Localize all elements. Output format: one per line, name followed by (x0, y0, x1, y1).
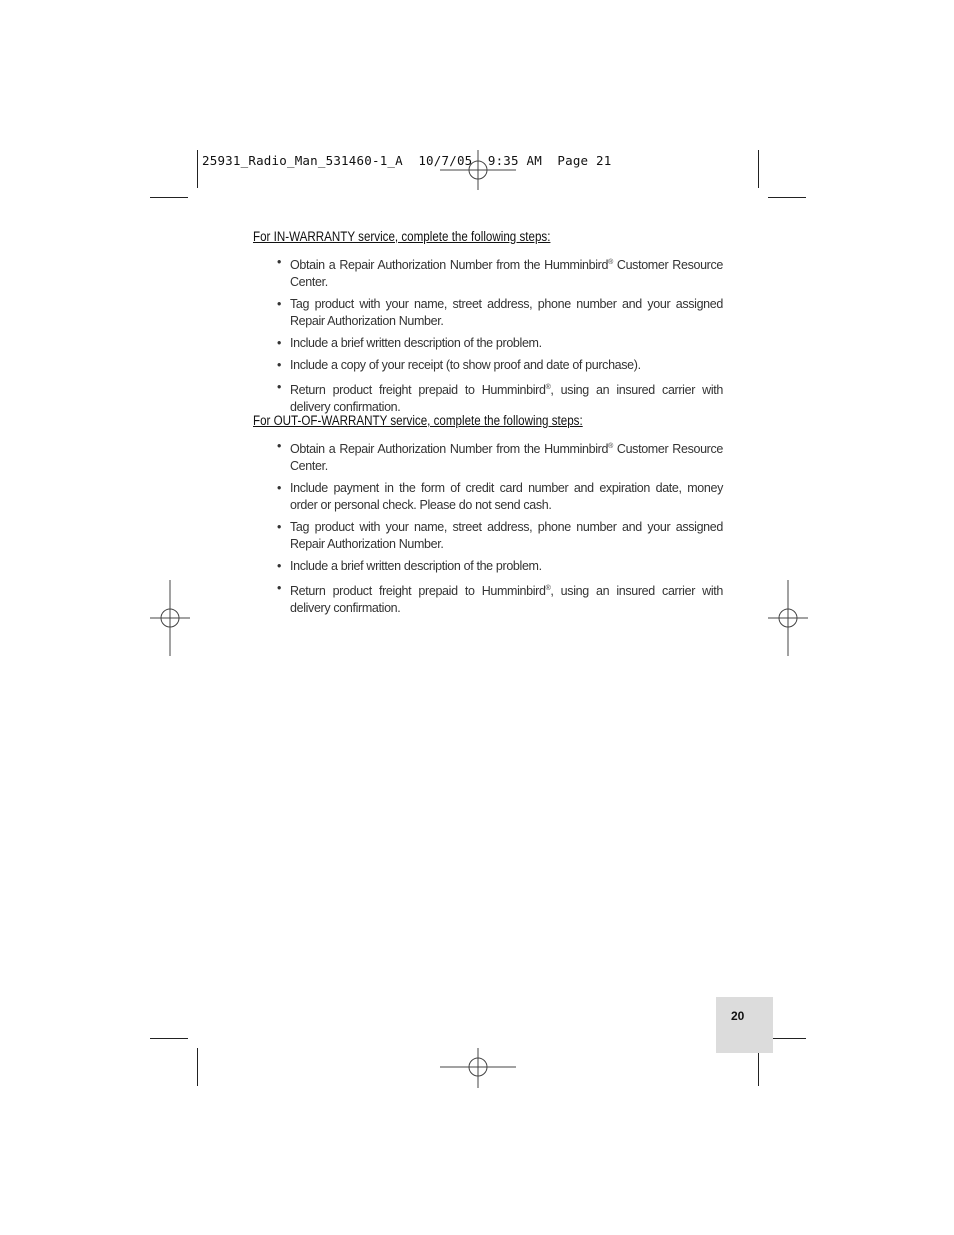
bullet-icon: • (277, 255, 282, 269)
out-of-warranty-heading: For OUT-OF-WARRANTY service, complete the following steps: (253, 413, 583, 428)
bullet-icon: • (277, 581, 282, 596)
list-item: • Obtain a Repair Authorization Number from the Humminbird® Customer Resource Center. (277, 255, 723, 290)
list-item: • Include payment in the form of credit card number and expiration date, money order or personal check. Please do not send cash. (277, 481, 723, 513)
bullet-icon: • (277, 358, 282, 373)
list-item: • Include a brief written description of the problem. (277, 559, 542, 574)
page-number: 20 (731, 1009, 745, 1023)
registration-mark-left (150, 580, 190, 656)
page-number-tab (716, 997, 773, 1053)
registration-mark-bottom (440, 1048, 516, 1088)
bullet-icon: • (277, 297, 282, 312)
out-of-warranty-list (253, 438, 723, 617)
registration-mark-top (440, 150, 516, 190)
out-of-warranty-section (253, 413, 723, 622)
registration-mark-right (768, 580, 808, 656)
bullet-icon: • (277, 439, 282, 453)
in-warranty-list (253, 254, 723, 416)
bullet-icon: • (277, 481, 282, 496)
in-warranty-section (253, 229, 723, 421)
bullet-icon: • (277, 559, 282, 574)
list-item: • Include a copy of your receipt (to show proof and date of purchase). (277, 358, 641, 373)
printer-slug: 25931_Radio_Man_531460-1_A 10/7/05 9:35 AM Page 21 (202, 153, 612, 168)
list-item: • Return product freight prepaid to Humminbird®, using an insured carrier with delivery confirmation. (277, 581, 723, 616)
list-item: • Include a brief written description of the problem. (277, 336, 542, 351)
list-item: • Obtain a Repair Authorization Number from the Humminbird® Customer Resource Center. (277, 439, 723, 474)
list-item: • Tag product with your name, street address, phone number and your assigned Repair Authorization Number. (277, 520, 723, 552)
list-item: • Tag product with your name, street address, phone number and your assigned Repair Authorization Number. (277, 297, 723, 329)
in-warranty-heading: For IN-WARRANTY service, complete the following steps: (253, 229, 551, 244)
bullet-icon: • (277, 520, 282, 535)
list-item: • Return product freight prepaid to Humminbird®, using an insured carrier with delivery confirmation. (277, 380, 723, 415)
bullet-icon: • (277, 380, 282, 395)
bullet-icon: • (277, 336, 282, 351)
